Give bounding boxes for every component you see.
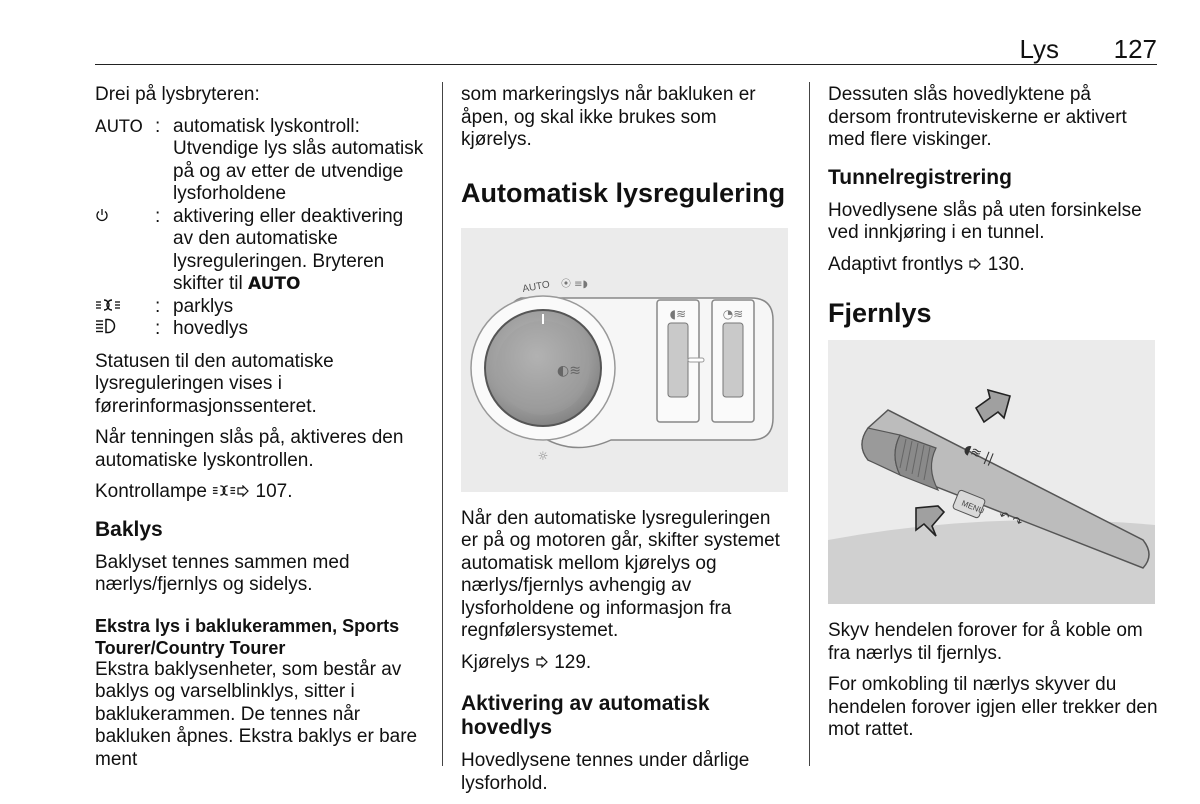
turn-signal-lever-figure [828,340,1155,604]
status-paragraph: Statusen til den automatiske lysreguleringen vises i førerinformasjonssenteret. [95,350,334,417]
kjorelys-paragraph: Kjørelys 129. [461,651,592,673]
definition-text: parklys [173,295,234,317]
heading-tunnelregistrering: Tunnelregistrering [828,165,1012,189]
continued-paragraph: Dessuten slås hovedlyktene på dersom frontruteviskerne er aktivert med flere viskinger. [828,84,1127,150]
control-lamp-paragraph: Kontrollampe 107. [95,481,293,502]
page-header [95,30,1157,65]
page-reference[interactable]: 129. [554,651,592,673]
definition-text: hovedlys [173,318,248,339]
svg-text:↶ ↷: ↶ ↷ [996,507,1025,530]
baklys-paragraph: Baklyset tennes sammen med nærlys/fjernlys og sidelys. [95,551,350,595]
heading-fjernlys: Fjernlys [828,298,932,328]
definition-text: automatisk lyskontroll: Utvendige lys slås automatisk på og av etter de utvendige lysforholdene [173,115,424,204]
skyv-paragraph: Skyv hendelen forover for å koble om fra nærlys til fjernlys. [828,620,1143,664]
page-number: 127 [1113,34,1157,64]
continued-paragraph: som markeringslys når bakluken er åpen, og skal ikke brukes som kjørelys. [461,84,756,150]
column-divider [809,82,810,766]
section-title: Lys [1019,34,1059,64]
menu-label: MENU [960,498,986,516]
definition-text: aktivering eller deaktivering av den automatiske lysreguleringen. Bryteren skifter til [173,205,404,294]
column-2 [461,84,791,804]
page-reference[interactable]: 130. [987,253,1025,275]
light-switch-figure [461,228,788,492]
svg-text:◖≋ ||: ◖≋ || [961,441,996,468]
power-icon [95,206,155,296]
headlight-icon [95,318,155,341]
heading-ekstra-lys: Ekstra lys i baklukerammen, Sports Tourer/Country Tourer [95,615,400,658]
column-3 [828,84,1158,751]
column-1 [95,84,425,780]
auto-paragraph: Når den automatiske lysreguleringen er på og motoren går, skifter systemet automatisk mellom kjørelys og nærlys/fjernlys avhengig av lysforholdene og informasjon fra regnfølersystemet. [461,507,780,641]
definition-item: AUTO : automatisk lyskontroll: Utvendige lys slås automatisk på og av etter de utvendige lysforholdene [95,115,424,204]
parking-light-icon [212,481,236,502]
ekstra-paragraph: Ekstra baklysenheter, som består av baklys og varselblinklys, sitter i baklukerammen. De tennes når bakluken åpnes. Ekstra baklys er bare ment [95,658,418,770]
heading-aktivering: Aktivering av automatisk hovedlys [461,692,710,739]
intro-text: Drei på lysbryteren: [95,84,260,105]
parking-light-icon [95,296,155,319]
page-reference[interactable]: 107. [255,481,293,502]
svg-text:◐≋: ◐≋ [557,362,581,379]
auto-term: AUTO [247,274,301,294]
svg-text:☼: ☼ [537,448,549,463]
heading-automatisk-lysregulering: Automatisk lysregulering [461,177,786,208]
adaptiv-paragraph: Adaptivt frontlys 130. [828,253,1025,275]
page-reference-icon[interactable] [535,652,549,673]
definition-item: : parklys [95,296,425,319]
page-reference-icon[interactable] [236,481,250,502]
svg-text:◔≋: ◔≋ [722,306,744,321]
page-reference-icon[interactable] [968,254,982,275]
aktivering-paragraph: Hovedlysene tennes under dårlige lysforhold. [461,750,750,794]
column-divider [442,82,443,766]
auto-term: AUTO [95,116,143,137]
tunnel-paragraph: Hovedlysene slås på uten forsinkelse ved innkjøring i en tunnel. [828,199,1142,243]
definition-item: : aktivering eller deaktivering av den automatiske lysreguleringen. Bryteren skifter til AUTO [95,206,425,296]
omkobling-paragraph: For omkobling til nærlys skyver du hendelen forover igjen eller trekker den mot rattet. [828,674,1158,740]
auto-label: AUTO [521,278,551,295]
definition-item: : hovedlys [95,318,425,341]
svg-text:◖≋: ◖≋ [669,306,687,321]
ignition-paragraph: Når tenningen slås på, aktiveres den automatiske lyskontrollen. [95,427,404,471]
heading-baklys: Baklys [95,517,163,541]
switch-positions-list [95,116,425,341]
svg-text:⦿ ≡◗: ⦿ ≡◗ [561,278,588,290]
